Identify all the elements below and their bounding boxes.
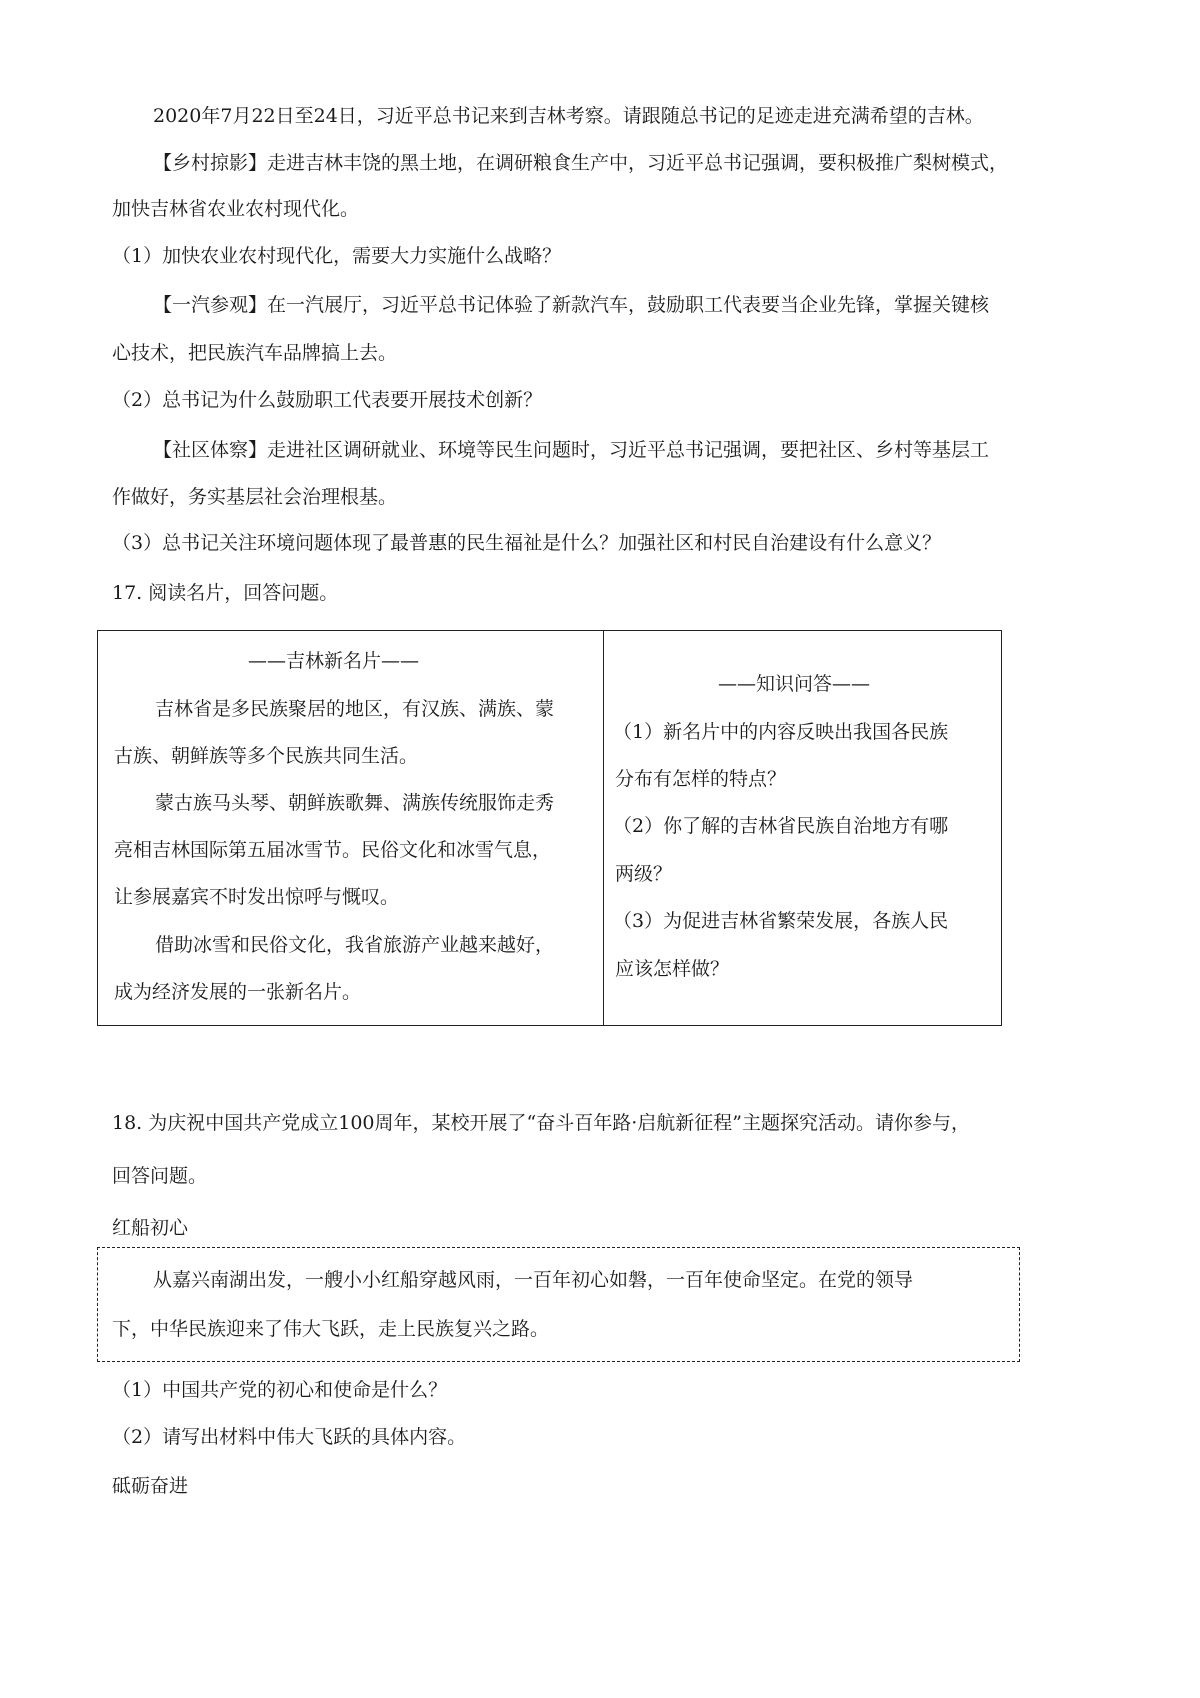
q18-heading-line2: 回答问题。 [112, 1165, 208, 1187]
community-paragraph-line2: 作做好，务实基层社会治理根基。 [112, 486, 398, 508]
card-divider [603, 631, 604, 1025]
card-left-line: 亮相吉林国际第五届冰雪节。民俗文化和冰雪气息， [114, 839, 552, 861]
card-left-line: 成为经济发展的一张新名片。 [114, 981, 362, 1003]
card-right-title: ——知识问答—— [718, 673, 871, 695]
question-1: （1）加快农业农村现代化，需要大力实施什么战略？ [112, 245, 562, 267]
card-right-line: （3）为促进吉林省繁荣发展，各族人民 [613, 910, 949, 932]
rural-paragraph-line1: 【乡村掠影】走进吉林丰饶的黑土地，在调研粮食生产中，习近平总书记强调，要积极推广梨树模式， [153, 152, 1009, 174]
material-line2: 下，中华民族迎来了伟大飞跃，走上民族复兴之路。 [112, 1318, 550, 1340]
card-left-line: 让参展嘉宾不时发出惊呼与慨叹。 [114, 886, 400, 908]
card-right-line: 分布有怎样的特点？ [615, 768, 787, 790]
card-right-line: 应该怎样做？ [615, 958, 730, 980]
q18-question-1: （1）中国共产党的初心和使命是什么？ [112, 1379, 448, 1401]
subsection-red-boat: 红船初心 [112, 1217, 189, 1239]
card-right-line: 两级？ [615, 863, 673, 885]
material-line1: 从嘉兴南湖出发，一艘小小红船穿越风雨，一百年初心如磐，一百年使命坚定。在党的领导 [153, 1269, 914, 1291]
material-box [97, 1247, 1020, 1362]
card-right-line: （1）新名片中的内容反映出我国各民族 [613, 721, 949, 743]
community-paragraph-line1: 【社区体察】走进社区调研就业、环境等民生问题时，习近平总书记强调，要把社区、乡村等基层工 [153, 439, 990, 461]
card-left-line: 古族、朝鲜族等多个民族共同生活。 [114, 745, 419, 767]
q18-question-2: （2）请写出材料中伟大飞跃的具体内容。 [112, 1426, 467, 1448]
question-2: （2）总书记为什么鼓励职工代表要开展技术创新？ [112, 389, 543, 411]
subsection-strive: 砥砺奋进 [112, 1475, 189, 1497]
faw-paragraph-line1: 【一汽参观】在一汽展厅，习近平总书记体验了新款汽车，鼓励职工代表要当企业先锋，掌握关键核 [153, 294, 990, 316]
question-3: （3）总书记关注环境问题体现了最普惠的民生福祉是什么？加强社区和村民自治建设有什么意义？ [112, 532, 942, 554]
card-right-line: （2）你了解的吉林省民族自治地方有哪 [613, 815, 949, 837]
intro-text: 2020年7月22日至24日，习近平总书记来到吉林考察。请跟随总书记的足迹走进充满希望的吉林。 [153, 105, 984, 127]
q17-heading: 17. 阅读名片，回答问题。 [112, 582, 339, 604]
q18-heading-line1: 18. 为庆祝中国共产党成立100周年，某校开展了“奋斗百年路·启航新征程”主题探究活动。请你参与， [112, 1112, 970, 1134]
card-left-line: 吉林省是多民族聚居的地区，有汉族、满族、蒙 [155, 698, 555, 720]
rural-paragraph-line2: 加快吉林省农业农村现代化。 [112, 198, 360, 220]
faw-paragraph-line2: 心技术，把民族汽车品牌搞上去。 [112, 342, 398, 364]
card-left-line: 蒙古族马头琴、朝鲜族歌舞、满族传统服饰走秀 [155, 792, 555, 814]
card-left-line: 借助冰雪和民俗文化，我省旅游产业越来越好， [155, 934, 555, 956]
card-left-title: ——吉林新名片—— [248, 650, 420, 672]
jilin-name-card [97, 630, 1002, 1026]
